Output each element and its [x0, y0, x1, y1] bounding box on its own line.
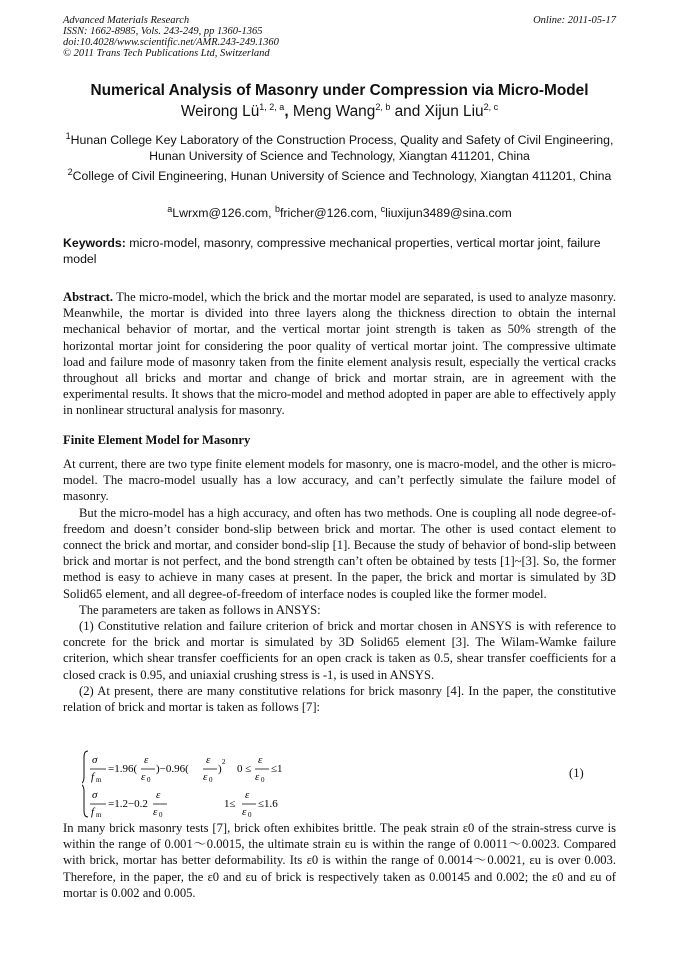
eq-line2-lhs: =1.2−0.2: [108, 798, 148, 810]
author-sep: ,: [284, 103, 293, 121]
email-text: fricher@126.com,: [279, 206, 381, 221]
affiliation-1: [63, 128, 616, 164]
eq-line1-pow: 2: [222, 758, 226, 766]
affiliation-text: College of Civil Engineering, Hunan University of Science and Technology, Xiangtan 411201, China: [72, 169, 612, 184]
section-body: [63, 456, 616, 715]
eq-eps0: ε: [242, 806, 247, 818]
eq-line1-mid: )−0.96(: [156, 763, 189, 775]
eq-fm-sub: m: [96, 811, 102, 819]
affiliation-sup: 2: [67, 167, 73, 177]
eq-line1-end: ): [218, 763, 222, 775]
email-text: liuxijun3489@sina.com: [385, 206, 512, 221]
eq-eps0-sub: 0: [261, 776, 265, 784]
eq-eps0-sub: 0: [209, 776, 213, 784]
eq-eps: ε: [245, 789, 250, 801]
author-name: Weirong Lü: [180, 103, 260, 121]
eq-sigma: σ: [92, 754, 98, 766]
eq-fm-sub: m: [96, 776, 102, 784]
affiliation-text: Hunan College Key Laboratory of the Construction Process, Quality and Safety of Civil Engineering, Hunan University of Science and Technology, Xiangtan 411201, China: [70, 133, 614, 164]
eq-eps: ε: [156, 789, 161, 801]
eq-sigma: σ: [92, 789, 98, 801]
eq-fm: f: [91, 771, 95, 783]
email-text: Lwrxm@126.com,: [172, 206, 275, 221]
author-sup: 1, 2, a: [259, 102, 285, 112]
author-sup: 2, b: [375, 102, 391, 112]
eq-eps0: ε: [141, 771, 146, 783]
section-heading: Finite Element Model for Masonry: [63, 433, 251, 447]
eq-eps0-sub: 0: [147, 776, 151, 784]
equation-number: (1): [569, 766, 584, 780]
paragraph: At current, there are two type finite element models for masonry, one is macro-model, and the other is micro-model. The macro-model usually has a low accuracy, and can’t perfectly simulate the failure model of masonry.: [63, 457, 616, 504]
author-sep: and: [390, 103, 425, 121]
eq-eps0: ε: [255, 771, 260, 783]
eq-eps: ε: [206, 754, 211, 766]
issn-line: ISSN: 1662-8985, Vols. 243-249, pp 1360-1365: [63, 26, 263, 37]
email-sup: c: [380, 204, 386, 214]
affiliation-2: [63, 164, 616, 184]
paragraph: (1) Constitutive relation and failure criterion of brick and mortar chosen in ANSYS is with reference to concrete for the brick and mortar is simulated by 3D Solid65 element [3]. The Wilam-Wamke failure criterion, which shear transfer coefficients for an open crack is taken as 0.5, shear transfer coefficients for a closed crack is 0.95, and uniaxial crushing stress is -1, is used in ANSYS.: [63, 619, 616, 682]
affiliation-sup: 1: [65, 131, 71, 141]
eq-eps0: ε: [203, 771, 208, 783]
eq-eps0-sub: 0: [248, 811, 252, 819]
eq-line2-cond-left: 1≤: [224, 798, 236, 810]
paper-title: Numerical Analysis of Masonry under Compression via Micro-Model: [90, 82, 589, 99]
author-name: Xijun Liu: [424, 103, 484, 121]
keywords: [63, 236, 616, 267]
author-name: Meng Wang: [292, 103, 376, 121]
eq-eps: ε: [258, 754, 263, 766]
final-paragraph-block: [63, 820, 616, 901]
eq-eps0-sub: 0: [159, 811, 163, 819]
eq-eps: ε: [144, 754, 149, 766]
paragraph: But the micro-model has a high accuracy, and often has two methods. One is coupling all node degree-of-freedom and doesn’t consider bond-slip between brick and mortar. The other is used contact element to connect the brick and mortar, and consider bond-slip [1]. Because the study of behavior of bond-slip between brick and mortar is not perfect, and the bond strength can’t often be obtained by tests [1]~[3]. So, the former method is easy to achieve in many cases at present. In the paper, the brick and mortar is simulated by 3D Solid65 element, and all degree-of-freedom of interface nodes is coupled like the former model.: [63, 505, 616, 601]
journal-name: Advanced Materials Research: [63, 15, 190, 26]
eq-line1-cond-left: 0 ≤: [237, 763, 252, 775]
paragraph: In many brick masonry tests [7], brick often exhibites brittle. The peak strain ε0 of the strain-stress curve is within the range of 0.001～0.0015, the ultimate strain εu is within the range of 0.0011～0.0023. Compared with brick, mortar has better deformability. Its ε0 is within the range of 0.0014～0.0021, εu is over 0.003. Therefore, in the paper, the ε0 and εu of brick is respectively taken as 0.00145 and 0.002; the ε0 and εu of mortar is 0.002 and 0.005.: [63, 821, 616, 900]
eq-line2-cond-right: ≤1.6: [258, 798, 278, 810]
online-date: Online: 2011-05-17: [533, 15, 616, 26]
abstract: [63, 289, 616, 419]
keywords-text: micro-model, masonry, compressive mechanical properties, vertical mortar joint, failure model: [63, 236, 601, 266]
eq-eps0: ε: [153, 806, 158, 818]
copyright-line: © 2011 Trans Tech Publications Ltd, Switzerland: [63, 48, 270, 59]
abstract-label: Abstract.: [63, 290, 114, 304]
equation-brace: [82, 751, 88, 817]
paragraph: (2) At present, there are many constitutive relations for brick masonry [4]. In the paper, the constitutive relation of brick and mortar is taken as follows [7]:: [63, 683, 616, 715]
eq-fm: f: [91, 806, 95, 818]
author-sup: 2, c: [483, 102, 499, 112]
paragraph: The parameters are taken as follows in ANSYS:: [79, 602, 321, 617]
doi-line: doi:10.4028/www.scientific.net/AMR.243-249.1360: [63, 37, 279, 48]
eq-line1-lhs: =1.96(: [108, 763, 138, 775]
author-list: [63, 102, 616, 121]
email-sup: a: [167, 204, 173, 214]
eq-line1-cond-right: ≤1: [271, 763, 283, 775]
abstract-text: The micro-model, which the brick and the mortar model are separated, is used to analyze masonry. Meanwhile, the mortar is divided into three layers along the thickness direction to obtain the internal mechanical behavior of mortar, and the vertical mortar joint strength is taken as 50% strength of the horizontal mortar joint for considering the poor quality of vertical mortar joint. The compressive ultimate load and failure mode of masonry taken from the finite element analysis result, especially the vertical cracks throughout all bricks and mortar and change of brick and mortar strain, are in agreement with the experimental results. It shows that the micro-model and method adopted in paper are able to effectively apply in nonlinear structural analysis for masonry.: [63, 290, 616, 418]
email-sup: b: [274, 204, 280, 214]
equation-1: [82, 749, 616, 819]
journal-header: [63, 15, 616, 59]
email-line: [63, 201, 616, 221]
keywords-label: Keywords:: [63, 236, 126, 250]
